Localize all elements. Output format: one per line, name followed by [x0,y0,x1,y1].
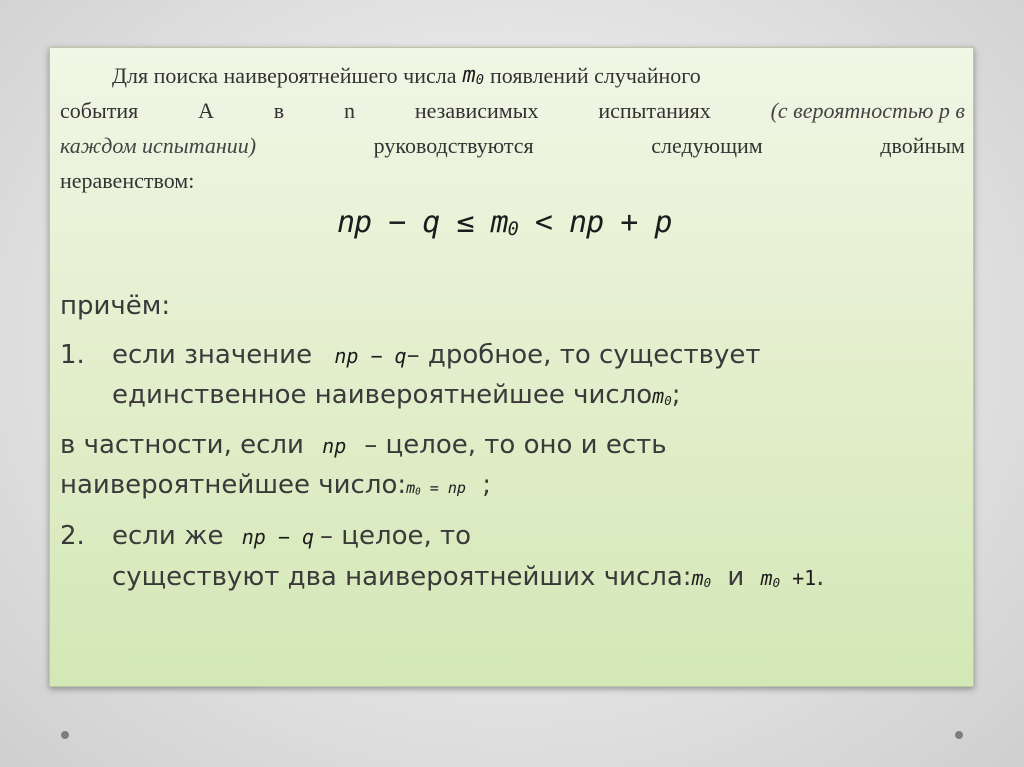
point-1-line-1: если значение np − q– дробное, то существует [112,340,761,370]
m0-symbol: $m_0$ [652,384,672,408]
np-minus-q-expr: np − q [241,525,315,549]
list-number-2: 2. [60,521,85,551]
double-inequality-formula: np − $q \le m_0$ < np + p [337,205,672,240]
m0-equals-np-expr: $m_0$ = np [406,479,466,498]
m0-symbol: $m_0$ [462,63,484,89]
intro-word: А [198,98,214,123]
points-intro: причём: [60,291,171,321]
intro-italic-1: (с вероятностью p в [770,98,965,123]
intro-word: n [344,98,356,123]
intro-word: в [273,98,285,123]
intro-line-4 [60,163,965,198]
decor-dot-right [955,731,963,739]
intro-word: руководствуются [373,133,534,158]
np-minus-q-expr: np − q [334,344,407,368]
intro-text-1b: появлений случайного [489,63,701,88]
point-2-line-1: если же np − q – целое, то [112,521,472,551]
point-1-line-2: единственное наивероятнейшее числоm$_0$; [112,380,681,410]
intro-word: двойным [880,133,965,158]
intro-word: испытаниях [598,98,711,123]
np-expr: np [322,434,347,458]
intro-italic-2: каждом испытании) [60,133,257,158]
intro-word: события [60,98,139,123]
intro-word: независимых [414,98,539,123]
point-2-line-2: существуют два наивероятнейших $числа:m_0$ и $m_0 +1$. [112,562,825,592]
intro-word: следующим [651,133,763,158]
intro-line-2 [60,93,965,128]
m0-symbol: $m_0$ [691,566,712,590]
decor-dot-left [61,731,69,739]
intro-text-1a: Для поиска наивероятнейшего числа [112,63,457,88]
intro-text-4: неравенством: [60,168,195,193]
special-case-line-1: в частности, если np – целое, то оно и есть [60,430,667,460]
intro-line-3 [60,128,965,163]
m0-plus-one-expr: $m_0 +1$ [760,566,817,590]
special-case-line-2: наивероятнейшее $число:m_0$ = np ; [60,470,491,500]
list-number-1: 1. [60,340,85,370]
